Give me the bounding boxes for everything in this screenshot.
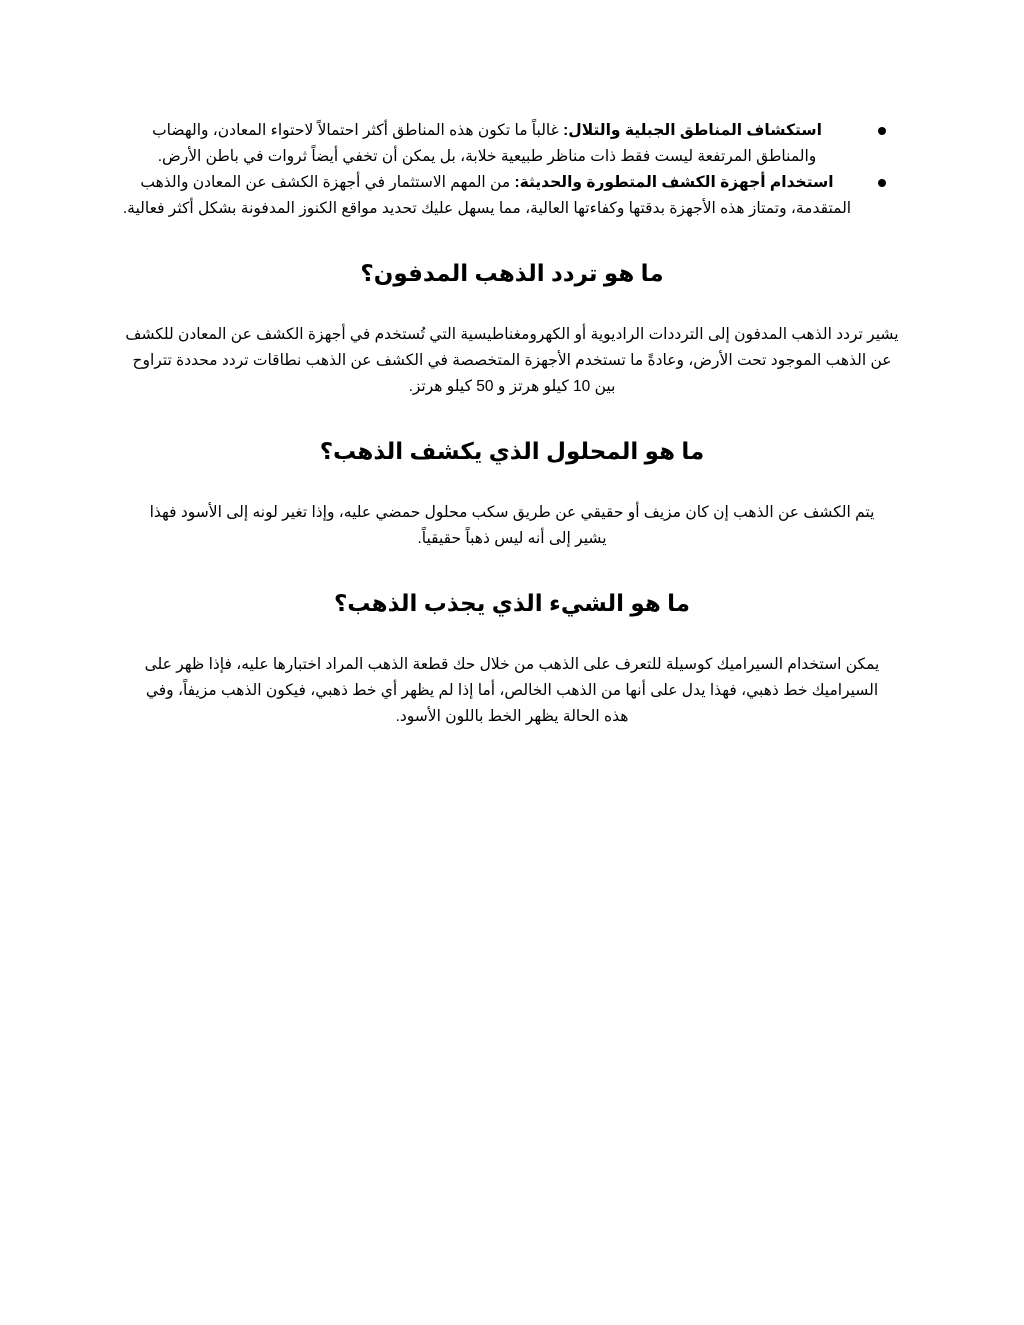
bullet-item-mountains: [122, 118, 858, 170]
section-text-gold-frequency: يشير تردد الذهب المدفون إلى الترددات الراديوية أو الكهرومغناطيسية التي تُستخدم في أجهزة الكشف عن المعادن للكشف عن الذهب الموجود تحت الأرض، وعادةً ما تستخدم الأجهزة المتخصصة في الكشف عن الذهب نطاقات تردد محددة تتراوح بين 10 كيلو هرتز و 50 كيلو هرتز.: [125, 326, 899, 395]
bullet-item-detectors: [122, 170, 858, 222]
section-title-gold-frequency: ما هو تردد الذهب المدفون؟: [360, 260, 664, 286]
section-title-gold-solution: ما هو المحلول الذي يكشف الذهب؟: [319, 438, 705, 464]
bullet-text: من المهم الاستثمار في أجهزة الكشف عن المعادن والذهب المتقدمة، وتمتاز هذه الأجهزة بدقتها وكفاءتها العالية، مما يسهل عليك تحديد مواقع الكنوز المدفونة بشكل أكثر فعالية.: [122, 174, 852, 217]
section-text-gold-attraction: يمكن استخدام السيراميك كوسيلة للتعرف على الذهب من خلال حك قطعة الذهب المراد اختبارها عليه، فإذا ظهر على السيراميك خط ذهبي، فهذا يدل على أنها من الذهب الخالص، أما إذا لم يظهر أي خط ذهبي، فيكون الذهب مزيفاً، وفي هذه الحالة يظهر الخط باللون الأسود.: [144, 656, 880, 725]
bullet-dot-icon: [878, 127, 886, 135]
bullet-bold-lead: استخدام أجهزة الكشف المتطورة والحديثة:: [514, 174, 834, 191]
section-title-gold-attraction: ما هو الشيء الذي يجذب الذهب؟: [333, 590, 691, 616]
bullet-bold-lead: استكشاف المناطق الجبلية والتلال:: [563, 122, 822, 139]
bullet-text: غالباً ما تكون هذه المناطق أكثر احتمالاً لاحتواء المعادن، والهضاب والمناطق المرتفعة ليست فقط ذات مناظر طبيعية خلابة، بل يمكن أن تخفي أيضاً ثروات في باطن الأرض.: [152, 122, 817, 165]
bullet-dot-icon: [878, 179, 886, 187]
section-text-gold-solution: يتم الكشف عن الذهب إن كان مزيف أو حقيقي عن طريق سكب محلول حمضي عليه، وإذا تغير لونه إلى الأسود فهذا يشير إلى أنه ليس ذهباً حقيقياً.: [149, 504, 875, 547]
bullet-list: [122, 118, 902, 222]
